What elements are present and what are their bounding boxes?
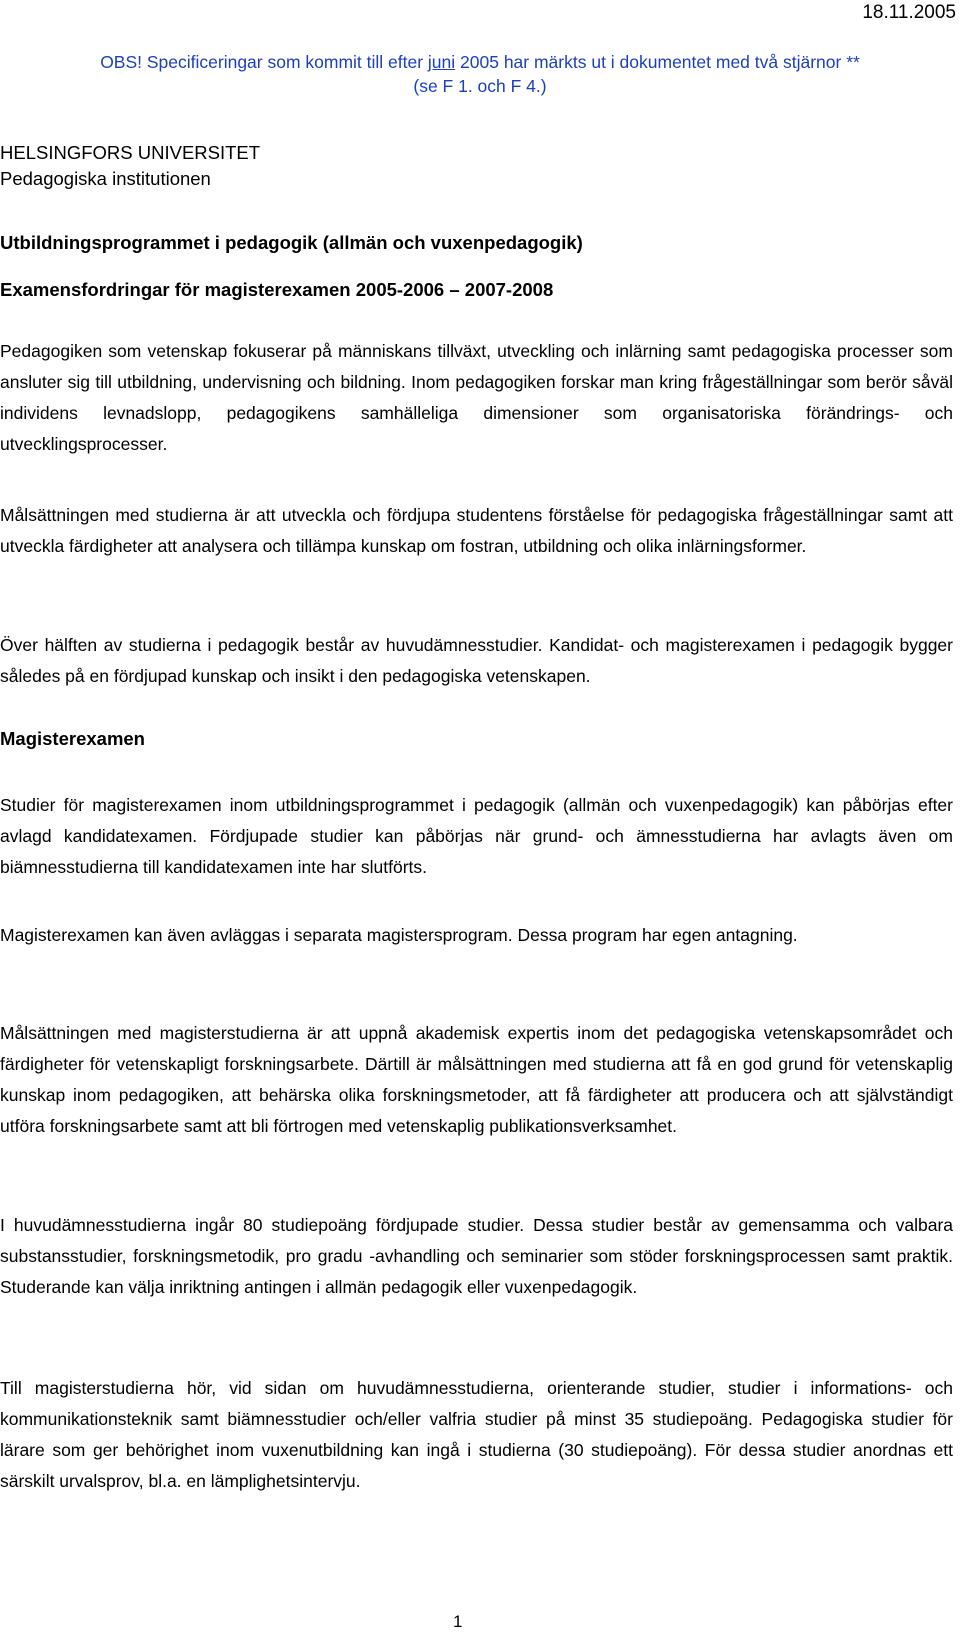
majority-paragraph: Över hälften av studierna i pedagogik består av huvudämnesstudier. Kandidat- och magisterexamen i pedagogik bygger således på en fördjupad kunskap och insikt i den pedagogiska vetenskapen. bbox=[0, 635, 953, 686]
aim-paragraph: Målsättningen med studierna är att utveckla och fördjupa studentens förståelse för pedagogiska frågeställningar samt att utveckla färdigheter att analysera och tillämpa kunskap om fostran, utbildning och olika inlärningsformer. bbox=[0, 505, 953, 556]
university-name: HELSINGFORS UNIVERSITET bbox=[0, 142, 261, 163]
intro-paragraph: Pedagogiken som vetenskap fokuserar på människans tillväxt, utveckling och inlärning samt pedagogiska processer som ansluter sig till utbildning, undervisning och bildning. Inom pedagogiken forskar man kring frågeställningar som berör såväl individens levnadslopp, pedagogikens samhälleliga dimensioner som organisatoriska förändrings- och utvecklingsprocesser. bbox=[0, 341, 953, 454]
programme-title: Utbildningsprogrammet i pedagogik (allmän och vuxenpedagogik) bbox=[0, 232, 583, 253]
ma-aim-paragraph: Målsättningen med magisterstudierna är att uppnå akademisk expertis inom det pedagogiska vetenskapsområdet och färdigheter för vetenskapligt forskningsarbete. Därtill är målsättningen med studierna att få en god grund för vetenskaplig kunskap inom pedagogiken, att behärska olika forskningsmetoder, att få färdigheter att producera och att självständigt utföra forskningsarbete samt att bli förtrogen med vetenskaplig publikationsverksamhet. bbox=[0, 1023, 953, 1136]
department-name: Pedagogiska institutionen bbox=[0, 168, 211, 189]
section-title-magisterexamen: Magisterexamen bbox=[0, 728, 145, 749]
notice-text-1: OBS! Specificeringar som kommit till efter bbox=[100, 52, 428, 72]
notice-underlined-word: juni bbox=[427, 52, 456, 72]
page-number: 1 bbox=[453, 1612, 463, 1631]
other-studies-paragraph: Till magisterstudierna hör, vid sidan om huvudämnesstudierna, orienterande studier, studier i informations- och kommunikationsteknik samt biämnesstudier och/eller valfria studier på minst 35 studiepoäng. Pedagogiska studier för lärare som ger behörighet inom vuxenutbildning kan ingå i studierna (30 studiepoäng). För dessa studier anordnas ett särskilt urvalsprov, bl.a. en lämplighetsintervju. bbox=[0, 1378, 953, 1491]
separate-programme-paragraph: Magisterexamen kan även avläggas i separata magistersprogram. Dessa program har egen antagning. bbox=[0, 925, 798, 945]
notice-line-2: (se F 1. och F 4.) bbox=[413, 76, 547, 96]
notice-text-2: 2005 har märkts ut i dokumentet med två stjärnor ** bbox=[455, 52, 860, 72]
requirements-title: Examensfordringar för magisterexamen 2005-2006 – 2007-2008 bbox=[0, 279, 554, 300]
ma-studies-paragraph: Studier för magisterexamen inom utbildningsprogrammet i pedagogik (allmän och vuxenpedagogik) kan påbörjas efter avlagd kandidatexamen. Fördjupade studier kan påbörjas när grund- och ämnesstudierna har avlagts även om biämnesstudierna till kandidatexamen inte har slutförts. bbox=[0, 795, 953, 877]
major-studies-paragraph: I huvudämnesstudierna ingår 80 studiepoäng fördjupade studier. Dessa studier består av gemensamma och valbara substansstudier, forskningsmetodik, pro gradu -avhandling och seminarier som stöder forskningsprocessen samt praktik. Studerande kan välja inriktning antingen i allmän pedagogik eller vuxenpedagogik. bbox=[0, 1215, 953, 1297]
notice-banner bbox=[0, 50, 960, 98]
document-date: 18.11.2005 bbox=[862, 2, 956, 23]
notice-line-1 bbox=[0, 50, 960, 74]
